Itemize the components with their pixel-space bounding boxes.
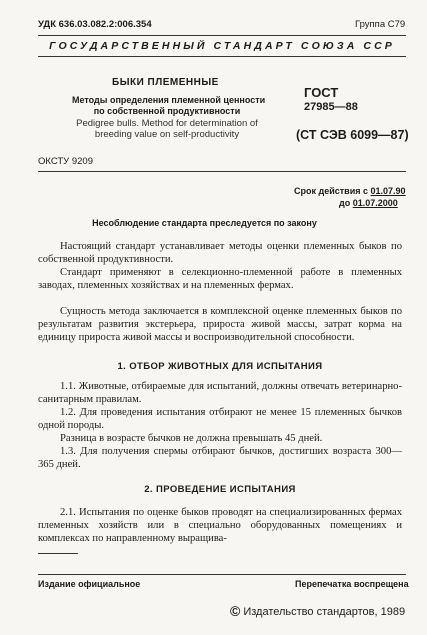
validity-to-prefix: до <box>339 198 351 208</box>
intro-paragraph: Настоящий стандарт устанавливает методы оценки племенных быков по собственной продуктивности. <box>38 241 402 265</box>
validity-from <box>294 186 406 196</box>
validity-from-date: 01.07.90 <box>370 186 406 196</box>
section-paragraph: Разница в возрасте бычков не должна превышать 45 дней. <box>60 433 323 444</box>
group-code: Группа С79 <box>355 19 406 30</box>
copyright-line <box>230 602 405 618</box>
udk-code: УДК 636.03.082.2:006.354 <box>38 19 152 30</box>
edition-label: Издание официальное <box>38 579 141 589</box>
section-paragraph: 1.3. Для получения спермы отбирают бычков, достигших возраста 300—365 дней. <box>38 446 402 470</box>
header-rule-top <box>38 35 406 36</box>
section-paragraph: 1.2. Для проведения испытания отбирают не менее 15 племенных бычков одной породы. <box>38 407 402 431</box>
okstu-rule <box>38 171 406 172</box>
validity-to <box>339 198 398 208</box>
okstu-code: ОКСТУ 9209 <box>38 156 93 167</box>
subtitle-en-line2: breeding value on self-productivity <box>94 129 240 140</box>
penalty-notice: Несоблюдение стандарта преследуется по закону <box>92 218 317 228</box>
header-rule-bottom <box>38 56 406 57</box>
intro-paragraph: Стандарт применяют в селекционно-племенной работе в племенных заводах, племенных хозяйствах и на племенных фермах. <box>38 267 402 291</box>
subtitle-ru-line1: Методы определения племенной ценности <box>72 95 266 105</box>
st-sev-number: (СТ СЭВ 6099—87) <box>296 128 409 142</box>
copyright-text: Издательство стандартов, 1989 <box>243 606 406 618</box>
validity-to-date: 01.07.2000 <box>352 198 398 208</box>
intro-paragraph: Сущность метода заключается в комплексной оценке племенных быков по результатам развития экстерьера, прироста живой массы, затрат корма на единицу прироста живой массы и воспроизводительной способности. <box>38 306 402 343</box>
gost-label: ГОСТ <box>304 85 339 100</box>
subtitle-ru-line2: по собственной продуктивности <box>93 106 241 116</box>
reprint-notice: Перепечатка воспрещена <box>295 579 409 589</box>
gost-number: 27985—88 <box>304 101 358 113</box>
document-title: БЫКИ ПЛЕМЕННЫЕ <box>112 77 219 88</box>
standard-name: ГОСУДАРСТВЕННЫЙ СТАНДАРТ СОЮЗА ССР <box>49 40 395 52</box>
copyright-icon: © <box>230 603 241 619</box>
footer-rule-short <box>38 553 78 554</box>
section-heading-2: 2. ПРОВЕДЕНИЕ ИСПЫТАНИЯ <box>144 484 296 495</box>
subtitle-en-line1: Pedigree bulls. Method for determination of <box>76 118 258 129</box>
validity-label: Срок действия <box>294 186 361 196</box>
section-heading-1: 1. ОТБОР ЖИВОТНЫХ ДЛЯ ИСПЫТАНИЯ <box>117 361 323 372</box>
section-paragraph: 1.1. Животные, отбираемые для испытаний, должны отвечать ветеринарно-санитарным правилам. <box>38 381 402 405</box>
section-paragraph: 2.1. Испытания по оценке быков проводят на специализированных фермах племенных хозяйств или в специально оборудованных помещениях и комплексах по направленному выращива- <box>38 507 402 544</box>
validity-from-prefix: с <box>363 186 369 196</box>
footer-rule <box>38 574 406 575</box>
